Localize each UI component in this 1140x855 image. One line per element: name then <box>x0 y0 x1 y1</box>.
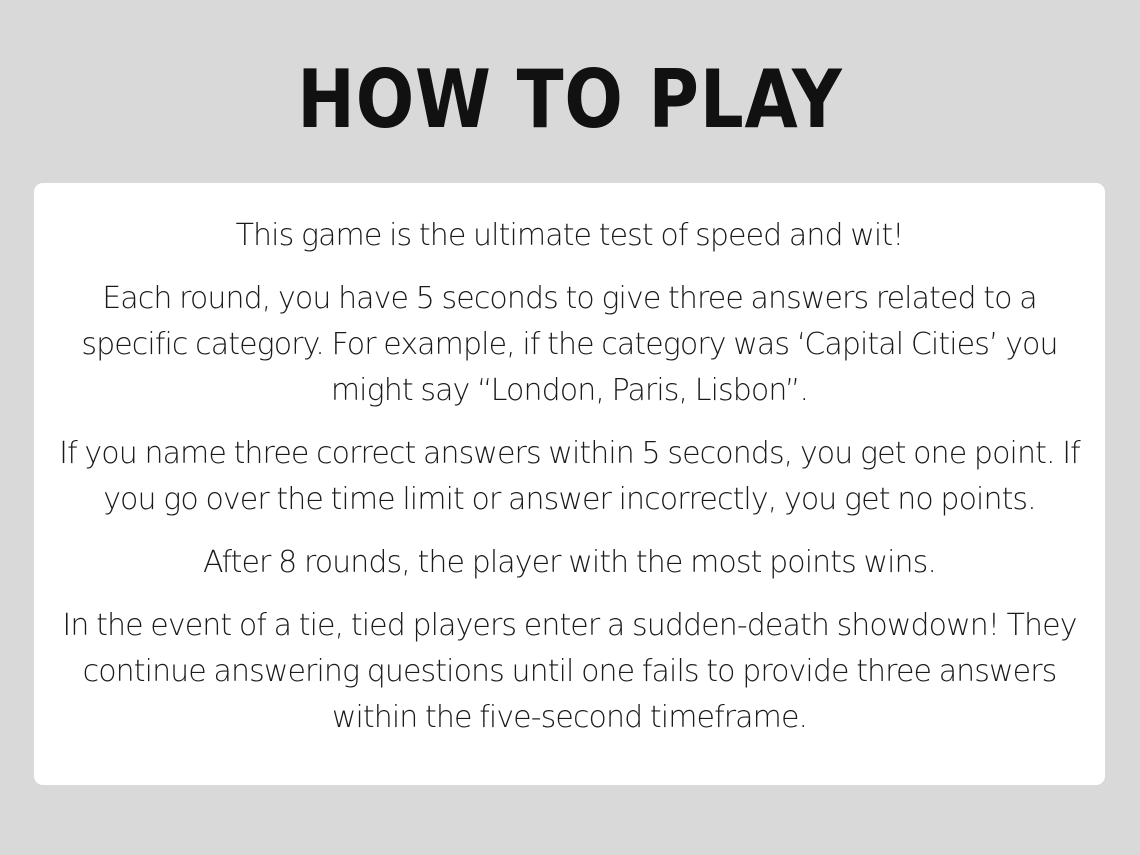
rule-paragraph-tiebreak: In the event of a tie, tied players enter a sudden-death showdown! They continue answering questions until one fails to provide three answers within the five-second timeframe. <box>62 608 1077 735</box>
rule-paragraph-winner: After 8 rounds, the player with the most points wins. <box>202 545 937 580</box>
rule-paragraph-intro: This game is the ultimate test of speed and wit! <box>235 218 904 253</box>
rule-paragraph-scoring: If you name three correct answers within 5 seconds, you get one point. If you go over the time limit or answer incorrectly, you get no points. <box>59 436 1080 517</box>
rules-card <box>34 183 1105 785</box>
rule-paragraph-rounds: Each round, you have 5 seconds to give three answers related to a specific category. For example, if the category was ‘Capital Cities’ you might say “London, Paris, Lisbon”. <box>81 281 1058 408</box>
page-title: HOW TO PLAY <box>297 53 843 146</box>
